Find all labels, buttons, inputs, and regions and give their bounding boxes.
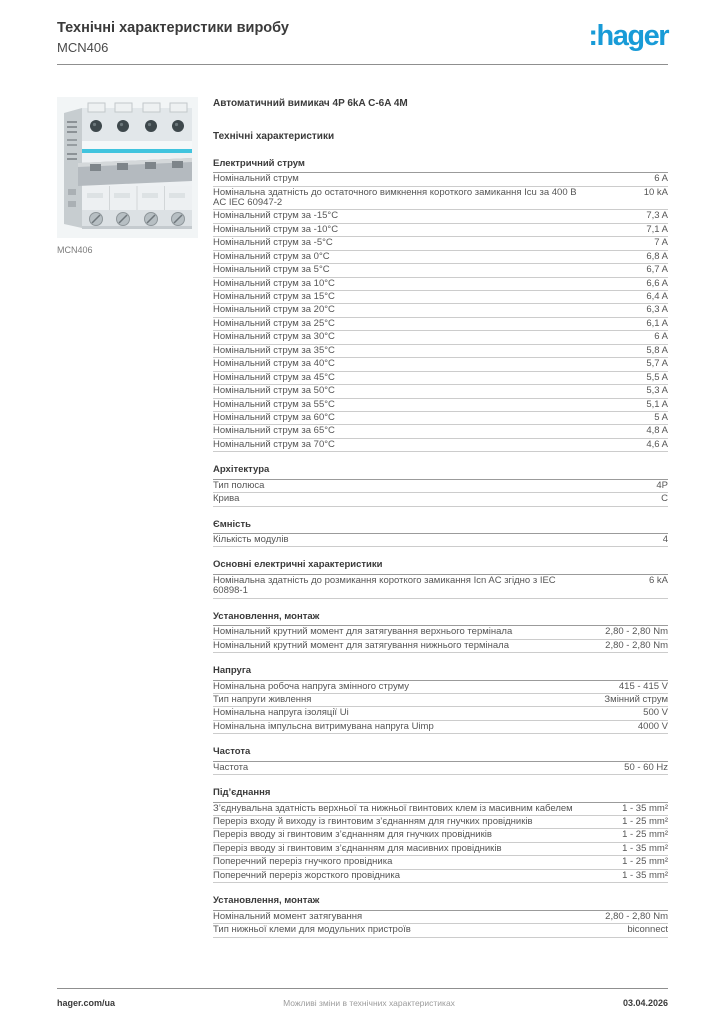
spec-label: Номінальний струм за 55°C (213, 398, 335, 410)
section-title: Архітектура (213, 465, 668, 479)
spec-value: biconnect (627, 924, 668, 936)
spec-label: Номінальний струм за 60°C (213, 411, 335, 423)
spec-value: 4000 V (637, 720, 668, 732)
spec-value: 5,8 A (646, 344, 668, 356)
spec-row (213, 829, 668, 842)
specs-title: Технічні характеристики (213, 130, 335, 142)
spec-value: 6,4 A (646, 291, 668, 303)
spec-value: 7,3 A (646, 210, 668, 222)
spec-row (213, 924, 668, 937)
section-rows (213, 534, 668, 547)
spec-label: Номінальний струм за 45°C (213, 371, 335, 383)
spec-label: Номінальний струм за -15°C (213, 210, 339, 222)
spec-section (213, 560, 668, 598)
spec-row (213, 187, 668, 211)
spec-value: 6,3 A (646, 304, 668, 316)
spec-row (213, 291, 668, 304)
section-title: Основні електричні характеристики (213, 560, 668, 574)
spec-row (213, 318, 668, 331)
spec-value: 6 kA (648, 574, 668, 586)
spec-value: 1 - 35 mm² (622, 869, 668, 881)
spec-value: 6,8 A (646, 250, 668, 262)
spec-row (213, 237, 668, 250)
section-rows (213, 480, 668, 507)
spec-value: 5 A (654, 411, 668, 423)
spec-value: C (661, 493, 668, 505)
spec-label: Номінальний струм за -5°C (213, 237, 333, 249)
spec-label: Номінальна напруга ізоляції Ui (213, 707, 349, 719)
spec-value: 7,1 A (646, 223, 668, 235)
spec-label: Номінальний струм за 40°C (213, 358, 335, 370)
spec-value: 2,80 - 2,80 Nm (605, 639, 668, 651)
spec-row (213, 707, 668, 720)
header-divider (57, 64, 668, 65)
footer-url[interactable]: hager.com/ua (57, 998, 116, 1008)
spec-label: Поперечний переріз жорсткого провідника (213, 869, 400, 881)
spec-label: Номінальний струм за 0°C (213, 250, 330, 262)
product-image-caption: MCN406 (57, 244, 93, 255)
product-image (57, 97, 198, 238)
spec-value: 5,3 A (646, 385, 668, 397)
spec-sections (213, 159, 668, 938)
page-footer (57, 988, 668, 1008)
content-area (57, 97, 668, 938)
spec-label: Номінальна імпульсна витримувана напруга Uimp (213, 720, 434, 732)
spec-label: Номінальний струм за 50°C (213, 385, 335, 397)
spec-label: Номінальний струм за -10°C (213, 223, 339, 235)
spec-label: Частота (213, 761, 249, 773)
spec-row (213, 304, 668, 317)
spec-section (213, 896, 668, 937)
product-name: Автоматичний вимикач 4P 6kA C-6A 4M (213, 97, 408, 109)
spec-row (213, 534, 668, 547)
spec-row (213, 870, 668, 883)
header-titles (57, 20, 289, 55)
spec-label: Переріз вводу зі гвинтовим з’єднанням для масивних провідників (213, 842, 502, 854)
spec-label: Кількість модулів (213, 534, 289, 546)
spec-label: Номінальний струм за 20°C (213, 304, 335, 316)
spec-row (213, 372, 668, 385)
spec-row (213, 493, 668, 506)
spec-value: 6,7 A (646, 264, 668, 276)
product-code: MCN406 (57, 39, 109, 55)
spec-value: 5,1 A (646, 398, 668, 410)
spec-row (213, 278, 668, 291)
spec-row (213, 331, 668, 344)
section-title: Під’єднання (213, 788, 668, 802)
spec-label: Номінальний струм за 5°C (213, 264, 330, 276)
spec-label: Номінальний струм за 10°C (213, 277, 335, 289)
spec-value: 1 - 25 mm² (622, 816, 668, 828)
spec-label: Номінальний крутний момент для затягування нижнього термінала (213, 639, 509, 651)
section-title: Частота (213, 747, 668, 761)
section-rows (213, 911, 668, 938)
spec-value: 500 V (643, 707, 668, 719)
spec-value: 4P (656, 479, 668, 491)
page-title: Технічні характеристики виробу (57, 20, 289, 36)
section-title: Напруга (213, 666, 668, 680)
spec-section (213, 159, 668, 453)
spec-value: 1 - 35 mm² (622, 802, 668, 814)
spec-value: 1 - 35 mm² (622, 842, 668, 854)
spec-value: 5,7 A (646, 358, 668, 370)
spec-value: 6 A (654, 173, 668, 185)
section-title: Установлення, монтаж (213, 612, 668, 626)
spec-section (213, 465, 668, 506)
spec-value: 6 A (654, 331, 668, 343)
spec-label: Тип полюса (213, 479, 265, 491)
spec-value: 50 - 60 Hz (624, 761, 668, 773)
spec-row (213, 816, 668, 829)
section-rows (213, 681, 668, 735)
spec-row (213, 425, 668, 438)
spec-section (213, 788, 668, 883)
spec-label: Номінальний струм за 65°C (213, 425, 335, 437)
spec-row (213, 399, 668, 412)
spec-row (213, 480, 668, 493)
spec-value: 2,80 - 2,80 Nm (605, 626, 668, 638)
spec-section (213, 666, 668, 734)
spec-row (213, 345, 668, 358)
spec-row (213, 385, 668, 398)
spec-section (213, 520, 668, 548)
spec-row (213, 439, 668, 452)
hager-logo: :hager (588, 20, 668, 52)
spec-label: Номінальний момент затягування (213, 910, 363, 922)
spec-section (213, 747, 668, 775)
spec-row (213, 210, 668, 223)
section-rows (213, 575, 668, 599)
page-header (57, 20, 668, 55)
spec-label: Крива (213, 493, 240, 505)
spec-row (213, 911, 668, 924)
spec-value: Змінний струм (604, 693, 668, 705)
footer-date: 03.04.2026 (622, 998, 668, 1008)
product-column (57, 97, 198, 938)
spec-value: 1 - 25 mm² (622, 856, 668, 868)
spec-label: Переріз вводу зі гвинтовим з’єднанням для гнучких провідників (213, 829, 492, 841)
spec-value: 415 - 415 V (618, 680, 668, 692)
section-rows (213, 803, 668, 884)
section-rows (213, 626, 668, 653)
spec-label: Номінальний крутний момент для затягування верхнього термінала (213, 626, 513, 638)
section-title: Електричний струм (213, 159, 668, 173)
spec-row (213, 721, 668, 734)
spec-row (213, 264, 668, 277)
spec-row (213, 575, 668, 599)
spec-row (213, 856, 668, 869)
spec-row (213, 640, 668, 653)
spec-value: 10 kA (643, 186, 668, 198)
spec-row (213, 626, 668, 639)
spec-label: Тип нижньої клеми для модульних пристроїв (213, 924, 411, 936)
spec-value: 7 A (654, 237, 668, 249)
section-rows (213, 762, 668, 775)
spec-row (213, 681, 668, 694)
spec-row (213, 358, 668, 371)
spec-row (213, 173, 668, 186)
footer-note: Можливі зміни в технічних характеристиках (283, 998, 455, 1008)
spec-value: 6,6 A (646, 277, 668, 289)
spec-label: Номінальна робоча напруга змінного струму (213, 680, 409, 692)
spec-value: 1 - 25 mm² (622, 829, 668, 841)
spec-label: Номінальний струм за 15°C (213, 291, 335, 303)
spec-column (213, 97, 668, 938)
spec-label: Номінальний струм за 25°C (213, 317, 335, 329)
spec-row (213, 694, 668, 707)
spec-label: Номінальний струм за 70°C (213, 438, 335, 450)
spec-row (213, 251, 668, 264)
breaker-illustration (57, 97, 198, 238)
spec-value: 6,1 A (646, 317, 668, 329)
section-title: Ємність (213, 520, 668, 534)
spec-label: Номінальний струм за 35°C (213, 344, 335, 356)
spec-value: 4 (662, 534, 668, 546)
spec-value: 2,80 - 2,80 Nm (605, 910, 668, 922)
section-title: Установлення, монтаж (213, 896, 668, 910)
spec-label: Номінальна здатність до розмикання короткого замикання Icn AC згідно з IEC 60898-1 (213, 574, 556, 597)
spec-label: Тип напруги живлення (213, 693, 312, 705)
spec-label: Поперечний переріз гнучкого провідника (213, 856, 393, 868)
spec-value: 4,8 A (646, 425, 668, 437)
spec-row (213, 224, 668, 237)
spec-label: Переріз входу й виходу із гвинтовим з’єднанням для гнучких провідників (213, 816, 533, 828)
spec-label: Номінальний струм (213, 173, 299, 185)
spec-row (213, 803, 668, 816)
spec-label: З’єднувальна здатність верхньої та нижньої гвинтових клем із масивним кабелем (213, 802, 573, 814)
section-rows (213, 173, 668, 452)
spec-label: Номінальний струм за 30°C (213, 331, 335, 343)
spec-row (213, 762, 668, 775)
spec-value: 5,5 A (646, 371, 668, 383)
spec-row (213, 843, 668, 856)
spec-label: Номінальна здатність до остаточного вимкнення короткого замикання Icu за 400 В AC IEC 60947-2 (213, 186, 577, 208)
spec-section (213, 612, 668, 653)
spec-row (213, 412, 668, 425)
spec-value: 4,6 A (646, 438, 668, 450)
